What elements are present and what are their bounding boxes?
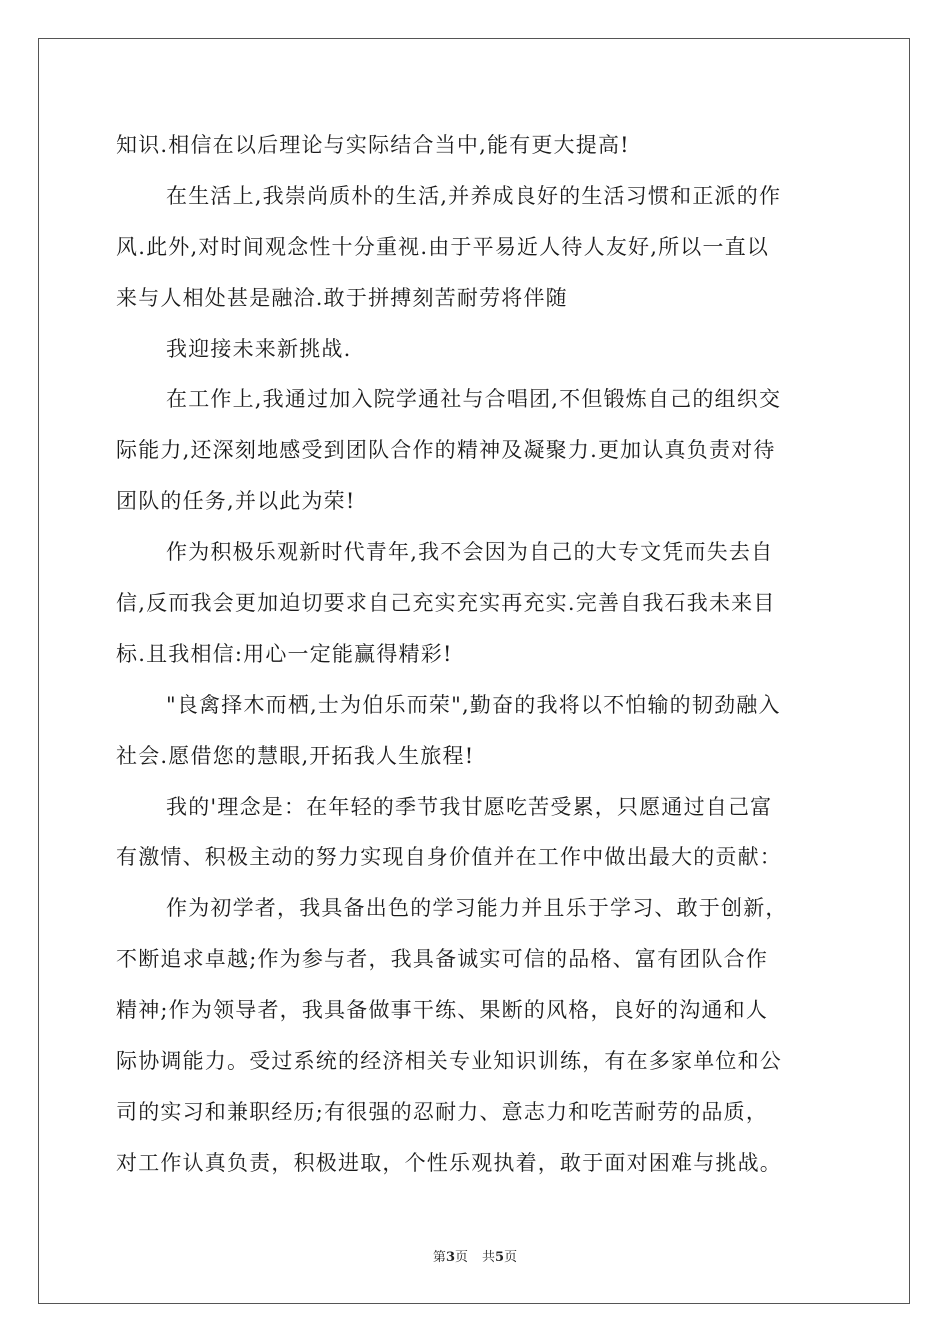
total-prefix: 共 (482, 1250, 496, 1265)
text-line: 知识.相信在以后理论与实际结合当中,能有更大提高! (116, 133, 630, 157)
text-line: 信,反而我会更加迫切要求自己充实充实再充实.完善自我石我未来目 (116, 591, 776, 616)
text-line: 司的实习和兼职经历;有很强的忍耐力、意志力和吃苦耐劳的品质， (116, 1099, 769, 1124)
text-line: 作为初学者，我具备出色的学习能力并且乐于学习、敢于创新， (166, 896, 788, 921)
text-line: 精神;作为领导者，我具备做事干练、果断的风格，良好的沟通和人 (116, 998, 769, 1023)
page-prefix: 第 (432, 1250, 446, 1265)
text-line: 对工作认真负责，积极进取，个性乐观执着，敢于面对困难与挑战。 (116, 1150, 782, 1175)
text-line: 我迎接未来新挑战. (166, 336, 352, 361)
page-number: 3 (445, 1250, 455, 1265)
total-suffix: 页 (504, 1250, 518, 1265)
text-line: 社会.愿借您的慧眼,开拓我人生旅程! (116, 743, 475, 768)
text-line: 不断追求卓越;作为参与者，我具备诚实可信的品格、富有团队合作 (116, 947, 769, 972)
text-line: 际能力,还深刻地感受到团队合作的精神及凝聚力.更加认真负责对待 (116, 438, 776, 463)
text-line: 在工作上,我通过加入院学通社与合唱团,不但锻炼自己的组织交 (166, 387, 782, 412)
total-pages: 5 (495, 1250, 505, 1265)
text-line: 在生活上,我崇尚质朴的生活,并养成良好的生活习惯和正派的作 (166, 183, 782, 208)
text-line: "良禽择木而栖,士为伯乐而荣",勤奋的我将以不怕输的韧劲融入 (166, 692, 781, 717)
text-line: 有激情、积极主动的努力实现自身价值并在工作中做出最大的贡献： (116, 845, 782, 870)
text-line: 标.且我相信:用心一定能赢得精彩! (116, 641, 453, 666)
text-line: 风.此外,对时间观念性十分重视.由于平易近人待人友好,所以一直以 (116, 234, 770, 259)
page-suffix: 页 (454, 1250, 468, 1265)
text-line: 来与人相处甚是融洽.敢于拼搏刻苦耐劳将伴随 (116, 285, 568, 310)
document-body (116, 128, 834, 1197)
text-line: 际协调能力。受过系统的经济相关专业知识训练，有在多家单位和公 (116, 1049, 782, 1074)
text-line: 作为积极乐观新时代青年,我不会因为自己的大专文凭而失去自 (166, 540, 774, 565)
page-footer (0, 1246, 950, 1265)
text-line: 团队的任务,并以此为荣! (116, 489, 356, 514)
text-line: 我的'理念是：在年轻的季节我甘愿吃苦受累，只愿通过自己富 (166, 794, 773, 819)
